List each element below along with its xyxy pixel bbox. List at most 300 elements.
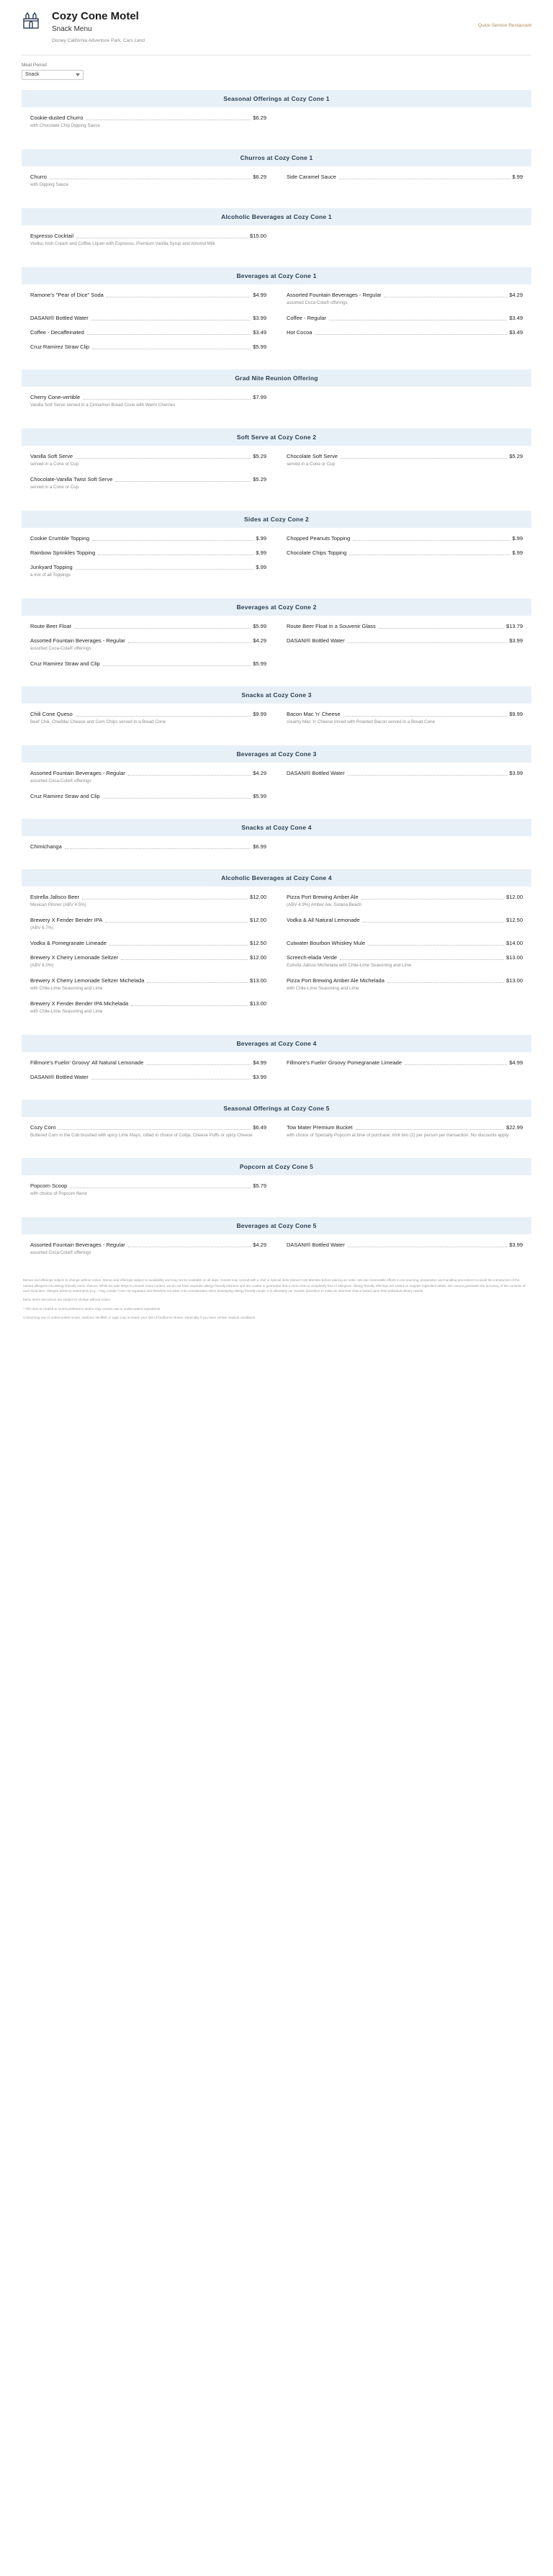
menu-item-row [30,843,266,850]
menu-item-price: $13.00 [506,977,523,984]
menu-section [22,819,531,861]
menu-item [30,1182,276,1206]
menu-item-price: $4.29 [509,291,523,298]
menu-item-row [30,1182,266,1189]
menu-item [30,394,276,417]
menu-item-row [287,549,523,556]
menu-item-row [287,174,523,180]
menu-section [22,208,531,259]
menu-item [276,954,523,977]
menu-item [30,793,276,807]
menu-item-row [287,770,523,776]
menu-item [276,917,523,940]
menu-item-row [30,476,266,483]
menu-item-price: $.99 [256,549,266,556]
menu-section [22,598,531,678]
menu-item-name: Brewery X Cherry Lemonade Seltzer Michelada [30,977,145,984]
menu-item-price: $5.79 [253,1182,266,1190]
menu-item-row [30,1059,266,1066]
menu-item-name: Espresso Cocktail [30,232,74,239]
item-grid [30,453,523,499]
menu-item-row [30,315,266,321]
menu-item-name: Vanilla Soft Serve [30,452,73,459]
menu-item-price: $13.79 [506,622,523,629]
leader-dots [147,982,248,983]
section-body [22,887,531,1026]
menu-item-description: served in a Cone or Cup [287,461,336,467]
menu-item [30,329,276,344]
menu-item-row [30,1074,266,1080]
footer-line-3: * This item is cooked to Guest preference and/or may contain raw or undercooked ingredients. [23,1306,161,1311]
menu-item-row [30,115,266,121]
menu-item-name: Chimichanga [30,843,62,850]
menu-item-name: Vodka & All Natural Lemonade [287,916,360,923]
menu-item-description: with Chile-Lime Seasoning and Lime [30,1008,103,1014]
item-grid [30,770,523,807]
menu-item-name: Junkyard Topping [30,563,73,570]
menu-item-name: Side Caramel Sauce [287,173,336,180]
menu-item-description: with Chile-Lime Seasoning and Lime [30,985,103,991]
menu-item-row [30,344,266,350]
menu-item-name: Chocolate Soft Serve [287,452,338,459]
menu-item-row [30,711,266,717]
leader-dots [115,481,251,482]
menu-item-name: Assorted Fountain Beverages - Regular [30,637,125,644]
menu-item-row [287,711,523,717]
menu-item-row [30,770,266,776]
leader-dots [348,642,508,643]
section-body [22,1234,531,1267]
menu-item [276,535,523,549]
section-body [22,763,531,810]
menu-item [30,894,276,917]
menu-item-row [287,1059,523,1066]
menu-item [30,623,276,637]
item-grid [30,1182,523,1206]
menu-item [30,315,276,329]
menu-item-name: Fillmore's Fuelin' Groovy Pomegranate Limeade [287,1059,403,1066]
item-grid [30,292,523,358]
item-grid [30,843,523,858]
menu-item-price: $4.99 [253,1059,266,1066]
menu-item-price: $12.00 [250,893,266,900]
menu-item-description: (ABV 4.9%) Amber Ale, Solana Beach [287,902,362,907]
menu-item-name: Chopped Peanuts Topping [287,534,351,542]
leader-dots [76,569,254,570]
menu-item-name: Cookie-dusted Churro [30,114,84,121]
leader-dots [91,1079,251,1080]
menu-item-name: Rainbow Sprinkles Topping [30,549,96,556]
menu-item [30,174,276,197]
menu-section [22,369,531,420]
menu-section [22,90,531,140]
leader-dots [105,922,248,923]
menu-item-price: $12.00 [250,953,266,961]
menu-item-name: Vodka & Pomegranate Limeade [30,939,107,946]
menu-item [30,1000,276,1023]
menu-item-row [30,917,266,923]
chevron-down-icon [76,73,80,76]
menu-item-row [30,292,266,298]
menu-item [276,940,523,954]
header-right [478,10,531,28]
menu-item-price: $12.50 [250,939,266,946]
menu-item-description: (ABV 6.7%) [30,925,54,930]
menu-item-price: $4.29 [253,769,266,776]
menu-item-name: DASANI® Bottled Water [287,769,345,776]
logo-container [22,10,46,30]
menu-item-name: Route Beer Float in a Souvenir Glass [287,622,376,629]
menu-item [276,453,523,476]
menu-item-price: $5.99 [253,660,266,667]
menu-item-description: Estrella Jalisco Michelada with Chile-Lime Seasoning and Lime [287,962,412,968]
menu-section [22,267,531,361]
menu-item-price: $5.99 [253,792,266,799]
menu-section [22,869,531,1026]
page-header [22,0,531,48]
menu-item-name: Route Beer Float [30,622,71,629]
menu-item-price: $13.00 [250,1000,266,1007]
item-grid [30,174,523,197]
menu-item-price: $4.29 [253,637,266,644]
menu-item-price: $4.99 [509,1059,523,1066]
menu-item-row [287,977,523,984]
menu-item-price: $3.49 [253,328,266,336]
menu-item-name: Cherry Cone-vertible [30,393,81,400]
menu-item-price: $5.99 [253,622,266,629]
menu-item-name: Tow Mater Premium Bucket [287,1123,353,1131]
footer-line-4: Consuming raw or undercooked meats, seafood, shellfish or eggs may increase your risk of foodborne illness, especially if you have certain medical conditions. [23,1316,256,1320]
leader-dots [340,959,504,960]
menu-item-price: $.99 [512,549,523,556]
menu-item [30,917,276,940]
menu-item [30,940,276,954]
menu-item-description: Mexican Pilsner (ABV 4.5%) [30,902,86,907]
menu-item-name: Hot Cocoa [287,328,313,336]
menu-item-description: assorted Coca-Cola® offerings [30,1250,91,1256]
menu-item [276,292,523,315]
menu-item-name: Churro [30,173,47,180]
menu-item-price: $6.99 [253,843,266,850]
section-body [22,1175,531,1208]
menu-item-row [287,1242,523,1248]
menu-item-name: Brewery X Cherry Lemonade Seltzer [30,953,119,961]
menu-item-name: Pizza Port Brewing Amber Ale Michelada [287,977,385,984]
menu-item-price: $3.99 [253,1073,266,1080]
leader-dots [109,945,248,946]
menu-item-description: assorted Coca-Cola® offerings [30,645,91,651]
menu-item [30,1059,276,1074]
menu-item [276,1059,523,1074]
castle-logo-icon [22,12,40,30]
meal-period-select[interactable] [22,70,84,80]
menu-item [30,954,276,977]
menu-item [30,637,276,660]
menu-item-row [30,894,266,900]
menu-item-name: Ramone's "Pear of Dice" Soda [30,291,104,298]
menu-item [276,623,523,637]
item-grid [30,115,523,138]
section-title: Beverages at Cozy Cone 5 [22,1217,531,1234]
menu-item-price: $3.99 [509,1242,523,1249]
section-title: Alcoholic Beverages at Cozy Cone 1 [22,208,531,225]
leader-dots [76,458,251,459]
footer-line-2: Menu items and prices are subject to change without notice. [23,1298,112,1302]
meal-period-control [22,63,531,80]
menu-section [22,686,531,737]
leader-dots [353,540,510,541]
menu-item-price: $.99 [256,563,266,570]
section-title: Beverages at Cozy Cone 3 [22,745,531,763]
section-title: Alcoholic Beverages at Cozy Cone 4 [22,869,531,887]
menu-item-row [30,977,266,984]
menu-item-description: creamy Mac 'n' Cheese mixed with Roasted Bacon served in a Bread Cone [287,719,435,724]
leader-dots [387,982,504,983]
menu-item-description: with Chocolate Chip Dipping Sauce [30,122,100,128]
menu-item-price: $13.00 [250,977,266,984]
menu-item-description: Buttered Corn in the Cob brushed with spicy Lime Mayo, rolled in choice of Cotija, Cheese Puffs or spicy Cheese [30,1132,253,1138]
menu-item-name: Coffee - Regular [287,314,326,321]
menu-item-price: $9.99 [253,710,266,717]
menu-item-price: $6.29 [253,114,266,121]
menu-item-row [30,174,266,180]
menu-item-price: $6.29 [253,173,266,180]
menu-item [30,1242,276,1265]
header-text [46,10,478,43]
menu-item-name: Assorted Fountain Beverages - Regular [30,769,125,776]
menu-item-price: $15.00 [250,232,266,239]
leader-dots [341,458,507,459]
menu-item-row [30,1242,266,1248]
menu-item-price: $12.00 [250,916,266,923]
menu-item [276,1124,523,1147]
section-body [22,704,531,737]
menu-item-price: $3.99 [509,769,523,776]
menu-item-name: Cozy Corn [30,1123,56,1131]
menu-item-price: $3.99 [509,637,523,644]
menu-item-name: Cruz Ramirez Straw and Clip [30,792,100,799]
leader-dots [343,716,508,717]
menu-item-name: Fillmore's Fuelin' Groovy' All Natural Lemonade [30,1059,144,1066]
menu-item-price: $5.99 [253,343,266,350]
menu-item-row [287,637,523,644]
menu-item [30,770,276,793]
leader-dots [379,628,504,629]
menu-item-name: Popcorn Scoop [30,1182,68,1190]
menu-item-row [30,940,266,946]
item-grid [30,1059,523,1088]
menu-item-row [30,1000,266,1007]
menu-item-name: Brewery X Fender Bender IPA [30,916,103,923]
menu-item-name: Cookie Crumble Topping [30,534,89,542]
location-text: Disney California Adventure Park, Cars Land [52,37,145,43]
menu-item-price: $.99 [512,534,523,542]
menu-item-description: with Dipping Sauce [30,181,68,187]
menu-item [30,1074,276,1088]
meal-period-label: Meal Period [22,62,47,68]
menu-item-name: Cruz Ramirez Straw Clip [30,343,90,350]
menu-item-row [287,329,523,336]
menu-item [30,977,276,1000]
footer-line-1: Menus and offerings subject to change without notice. Menus and offerings subject to availability and may not be available on all days. Guests may consult with a chef or special diets trained Cast Member before placing an order. We use reasonable efforts in our sourcing, preparation and handling procedures to avoid the introduction of the named allergens into allergy-friendly menu choices. While we take steps to prevent cross-contact, we do not have separate allergy-friendly kitchens and are unable to guarantee that a menu item is completely free of allergens. Allergy-friendly offerings are reliant on supplier ingredient labels. We cannot guarantee the accuracy of the contents of each food item. Allergen advisory statements (e.g., "may contain") are not regulated and therefore not taken into consideration when developing allergy-friendly meals. It is ultimately our Guests' discretion to make an informed choice based upon their individual dietary needs. [23,1278,526,1293]
menu-item [30,1124,276,1147]
menu-item [276,770,523,793]
menu-item-name: DASANI® Bottled Water [287,637,345,644]
section-title: Snacks at Cozy Cone 4 [22,819,531,836]
menu-item [30,344,276,358]
menu-section [22,428,531,502]
menu-item-description: served in a Cone or Cup [30,461,79,467]
menu-item-row [287,453,523,459]
menu-item-name: Cruz Ramirez Straw and Clip [30,660,100,667]
page-title: Cozy Cone Motel [52,10,139,22]
menu-section [22,745,531,810]
menu-item-row [287,1124,523,1131]
menu-item-description: assorted Coca-Cola® offerings [30,778,91,784]
menu-section [22,1158,531,1208]
menu-item-price: $4.29 [253,1242,266,1249]
menu-item-description: Vodka, Irish Cream and Coffee Liquer with Espresso, Premium Vanilla Syrup and Almond Milk [30,241,215,246]
menu-item-name: Brewery X Fender Bender IPA Michelada [30,1000,129,1007]
section-title: Churros at Cozy Cone 1 [22,149,531,166]
menu-item-price: $9.99 [509,710,523,717]
menu-item [30,660,276,675]
section-body [22,225,531,259]
menu-item-name: Assorted Fountain Beverages - Regular [287,291,382,298]
menu-item-price: $22.99 [506,1123,523,1131]
menu-item-row [287,292,523,298]
leader-dots [348,775,508,776]
leader-dots [92,540,253,541]
menu-item-name: DASANI® Bottled Water [30,314,89,321]
menu-item-name: DASANI® Bottled Water [287,1242,345,1249]
section-body [22,284,531,361]
item-grid [30,1124,523,1147]
section-body [22,528,531,590]
menu-item-description: assorted Coca-Cola® offerings [287,300,348,305]
menu-item [276,977,523,1000]
leader-dots [128,775,251,776]
menu-item-description: served in a Cone or Cup [30,484,79,490]
menu-item-row [287,535,523,542]
leader-dots [405,1064,507,1065]
section-body [22,1052,531,1091]
section-title: Beverages at Cozy Cone 2 [22,598,531,616]
section-body [22,107,531,140]
section-body [22,387,531,420]
menu-item-price: $4.99 [253,291,266,298]
menu-item [30,535,276,549]
menu-item-price: $.99 [256,534,266,542]
menu-item-price: $5.29 [253,475,266,483]
menu-item-price: $12.00 [506,893,523,900]
menu-item-price: $14.00 [506,939,523,946]
menu-item-price: $6.49 [253,1123,266,1131]
menu-item-description: a mix of all Toppings [30,572,71,578]
menu-item-row [30,954,266,961]
menu-item-description: with Chile-Lime Seasoning and Lime [287,985,359,991]
menu-item-price: $7.99 [253,393,266,400]
menu-item-row [30,793,266,799]
section-title: Beverages at Cozy Cone 1 [22,267,531,284]
menu-name: Snack Menu [52,24,92,33]
menu-item-price: $5.29 [253,452,266,459]
menu-item-price: $.99 [512,173,523,180]
leader-dots [87,334,251,335]
leader-dots [146,1064,251,1065]
menu-item-row [287,894,523,900]
section-title: Seasonal Offerings at Cozy Cone 1 [22,90,531,107]
menu-item-row [30,233,266,239]
item-grid [30,894,523,1023]
item-grid [30,1242,523,1265]
menu-sections [22,90,531,1268]
leader-dots [74,628,251,629]
menu-item-description: Vanilla Soft Serve served in a Cinnamon Bread Cone with Warm Cherries [30,402,176,408]
menu-item [30,292,276,315]
menu-item-row [30,564,266,570]
menu-item-price: $3.99 [253,314,266,321]
menu-item-name: Cutwater Bourbon Whiskey Mule [287,939,366,946]
menu-item [30,233,276,256]
item-grid [30,711,523,734]
menu-item-row [30,660,266,667]
service-type-label: Quick-Service Restaurant [477,23,531,28]
section-title: Snacks at Cozy Cone 3 [22,686,531,704]
menu-item-row [30,549,266,556]
footer-disclaimer [22,1278,531,1320]
menu-item-price: $3.49 [509,314,523,321]
menu-item-price: $5.29 [509,452,523,459]
section-body [22,166,531,199]
section-title: Sides at Cozy Cone 2 [22,511,531,528]
leader-dots [131,1005,248,1006]
menu-item [276,329,523,344]
menu-item-name: Screech-elada Verde [287,953,338,961]
menu-item-description: Beef Chili, Cheddar Cheese and Corn Chips served in a Bread Cone [30,719,166,724]
menu-item-row [287,940,523,946]
item-grid [30,394,523,417]
menu-item-name: Pizza Port Brewing Amber Ale [287,893,359,900]
menu-item-row [30,453,266,459]
section-title: Grad Nite Reunion Offering [22,369,531,387]
menu-item-description: with choice of Popcorn flavor [30,1191,88,1197]
menu-item-description: with choice of Specialty Popcorn at time of purchase; limit two (2) per person per transaction. No discounts apply. [287,1132,510,1138]
section-body [22,1117,531,1150]
menu-item [30,711,276,734]
section-title: Soft Serve at Cozy Cone 2 [22,428,531,446]
section-body [22,446,531,502]
item-grid [30,623,523,675]
menu-item [30,564,276,587]
leader-dots [103,665,251,666]
menu-item-row [287,315,523,321]
menu-item-price: $12.50 [506,916,523,923]
menu-item-price: $3.49 [509,328,523,336]
menu-item-row [30,394,266,400]
menu-item-row [287,623,523,629]
menu-item-name: Chili Cone Queso [30,710,73,717]
menu-section [22,1217,531,1267]
leader-dots [356,1129,504,1130]
section-body [22,616,531,678]
menu-item-name: DASANI® Bottled Water [30,1073,89,1080]
menu-item-name: Chocolate Chips Topping [287,549,347,556]
menu-item-name: Coffee - Decaffeinated [30,328,84,336]
menu-item [276,315,523,329]
menu-item-name: Bacon Mac 'n' Cheese [287,710,341,717]
section-title: Beverages at Cozy Cone 4 [22,1035,531,1052]
